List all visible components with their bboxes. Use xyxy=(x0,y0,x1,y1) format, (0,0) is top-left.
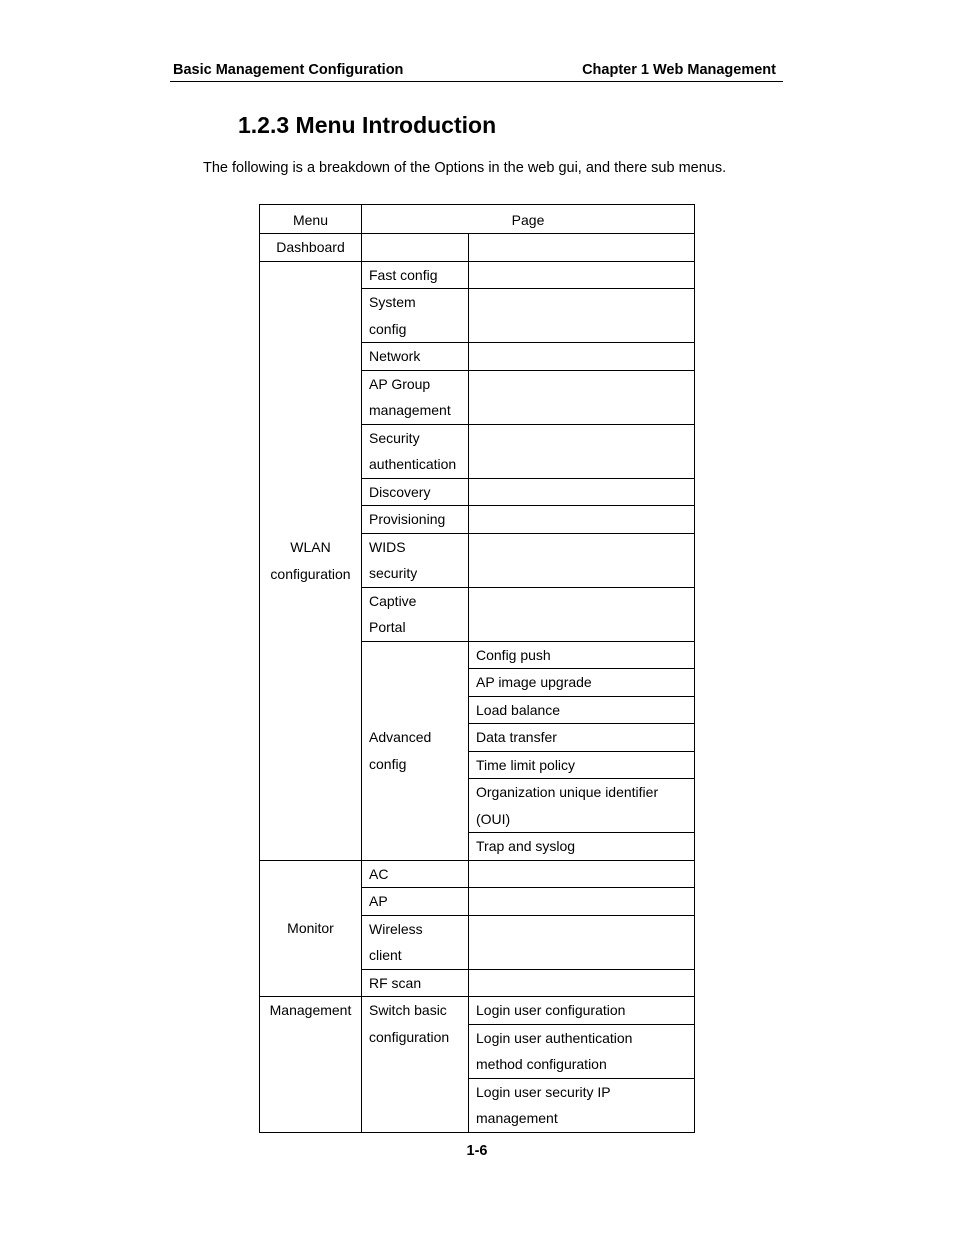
submenu-ac: AC xyxy=(362,860,469,888)
empty-cell xyxy=(469,234,695,262)
menu-table xyxy=(259,204,695,1133)
empty-cell xyxy=(469,888,695,916)
submenu-fast-config: Fast config xyxy=(362,261,469,289)
submenu-advanced-config xyxy=(362,641,469,860)
submenu-system-config-line1: System xyxy=(369,294,416,310)
page-login-user-security-ip xyxy=(469,1078,695,1132)
header-section-title: Basic Management Configuration xyxy=(173,62,404,78)
table-row xyxy=(260,860,695,888)
page-login-sec-line1: Login user security IP xyxy=(476,1083,611,1100)
page-login-user-authentication xyxy=(469,1024,695,1078)
page-config-push: Config push xyxy=(469,641,695,669)
page-login-auth-line1: Login user authentication xyxy=(476,1029,633,1046)
table-row xyxy=(260,234,695,262)
submenu-wids-line2: security xyxy=(369,565,418,581)
table-row xyxy=(260,997,695,1025)
submenu-discovery: Discovery xyxy=(362,478,469,506)
submenu-advanced-line1: Advanced xyxy=(369,729,432,745)
empty-cell xyxy=(469,860,695,888)
submenu-captive-portal xyxy=(362,587,469,641)
empty-cell xyxy=(469,533,695,587)
empty-cell xyxy=(469,261,695,289)
submenu-switch-line1: Switch basic xyxy=(369,1002,447,1018)
submenu-security-line2: authentication xyxy=(369,456,457,472)
empty-cell xyxy=(469,478,695,506)
page-header xyxy=(170,61,783,82)
submenu-ap-group-line1: AP Group xyxy=(369,375,431,392)
menu-wlan-line2: configuration xyxy=(270,565,351,582)
header-chapter-title: Chapter 1 Web Management xyxy=(582,62,776,78)
menu-monitor: Monitor xyxy=(260,860,362,997)
col-header-menu: Menu xyxy=(260,205,362,234)
empty-cell xyxy=(469,289,695,343)
empty-cell xyxy=(469,424,695,478)
page-ap-image-upgrade: AP image upgrade xyxy=(469,669,695,697)
submenu-rf-scan: RF scan xyxy=(362,969,469,997)
submenu-network: Network xyxy=(362,343,469,371)
menu-dashboard: Dashboard xyxy=(260,234,362,262)
empty-cell xyxy=(469,969,695,997)
table-header-row xyxy=(260,205,695,234)
page-data-transfer: Data transfer xyxy=(469,724,695,752)
submenu-system-config-line2: config xyxy=(369,320,407,337)
section-title: 1.2.3 Menu Introduction xyxy=(238,112,497,138)
submenu-security-line1: Security xyxy=(369,429,420,446)
page-number: 1-6 xyxy=(466,1143,488,1159)
submenu-system-config xyxy=(362,289,469,343)
submenu-wireless-line1: Wireless xyxy=(369,920,423,937)
page-login-sec-line2: management xyxy=(476,1110,558,1126)
empty-cell xyxy=(469,370,695,424)
page-oui xyxy=(469,779,695,833)
page-trap-syslog: Trap and syslog xyxy=(469,833,695,861)
intro-paragraph: The following is a breakdown of the Options in the web gui, and there sub menus. xyxy=(203,160,727,176)
page-login-auth-line2: method configuration xyxy=(476,1056,607,1072)
menu-management: Management xyxy=(260,997,362,1133)
page-time-limit-policy: Time limit policy xyxy=(469,751,695,779)
empty-cell xyxy=(469,915,695,969)
menu-wlan-configuration xyxy=(260,261,362,860)
submenu-wids-security xyxy=(362,533,469,587)
page-oui-line2: (OUI) xyxy=(476,810,511,827)
submenu-provisioning: Provisioning xyxy=(362,506,469,534)
menu-wlan-line1: WLAN xyxy=(290,539,331,555)
submenu-ap-group-line2: management xyxy=(369,402,451,418)
submenu-security-authentication xyxy=(362,424,469,478)
submenu-ap-group-management xyxy=(362,370,469,424)
empty-cell xyxy=(469,343,695,371)
empty-cell xyxy=(469,506,695,534)
col-header-page: Page xyxy=(362,205,695,234)
table-row xyxy=(260,261,695,289)
page-load-balance: Load balance xyxy=(469,696,695,724)
submenu-wids-line1: WIDS xyxy=(369,538,406,555)
page-oui-line1: Organization unique identifier xyxy=(476,784,659,800)
empty-cell xyxy=(469,587,695,641)
submenu-wireless-line2: client xyxy=(369,947,402,963)
submenu-advanced-line2: config xyxy=(369,755,407,772)
empty-cell xyxy=(362,234,469,262)
submenu-captive-line1: Captive xyxy=(369,592,417,609)
submenu-captive-line2: Portal xyxy=(369,619,406,635)
submenu-switch-line2: configuration xyxy=(369,1028,450,1045)
page-login-user-configuration: Login user configuration xyxy=(469,997,695,1025)
submenu-switch-basic-configuration xyxy=(362,997,469,1133)
submenu-wireless-client xyxy=(362,915,469,969)
submenu-ap: AP xyxy=(362,888,469,916)
